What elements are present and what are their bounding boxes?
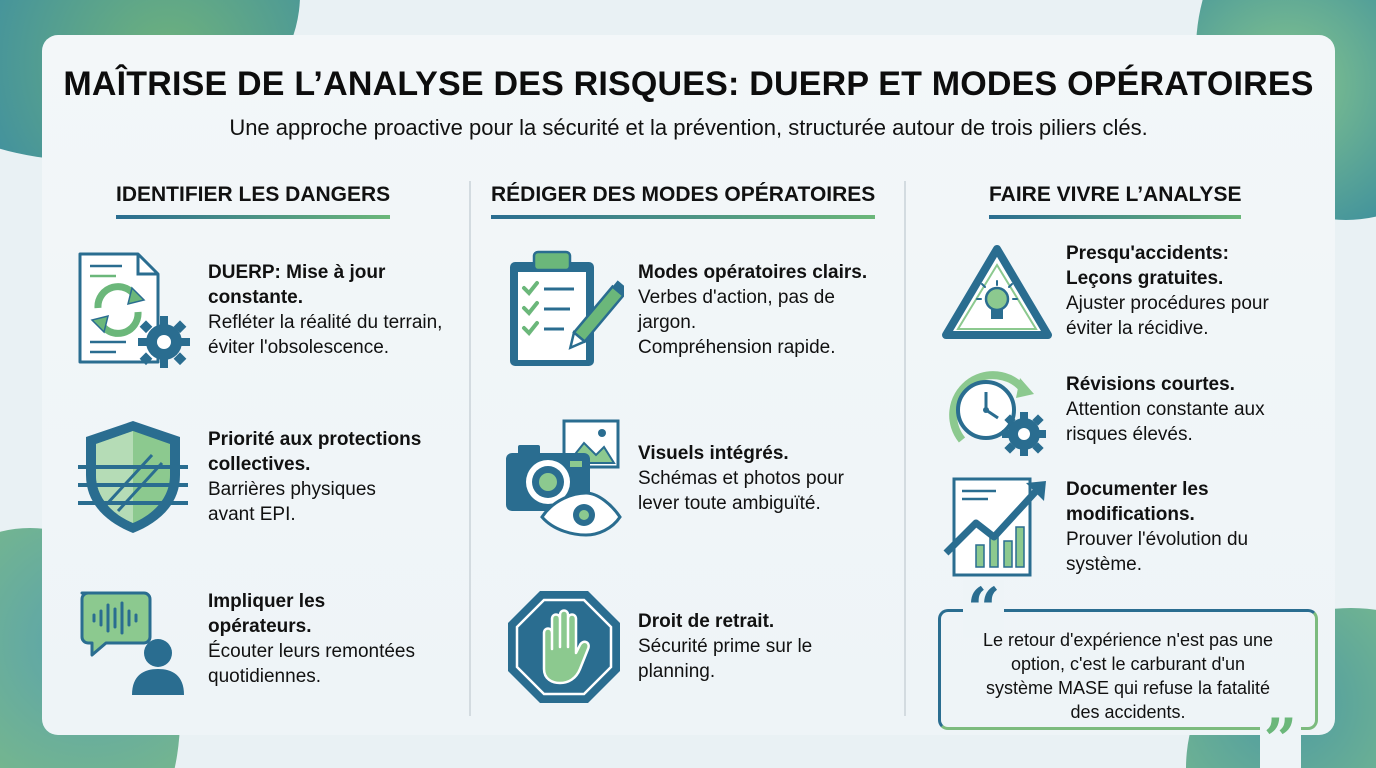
- open-quote-icon: “: [963, 580, 1004, 638]
- quote-line: système MASE qui refuse la fatalité: [985, 678, 1271, 698]
- item-title-line: Leçons gratuites.: [1066, 268, 1224, 289]
- item-text: [638, 260, 898, 360]
- item-title-line: opérateurs.: [208, 616, 312, 637]
- column-heading-identifier: [116, 183, 390, 219]
- item-text: [638, 609, 898, 684]
- document-refresh-gear-icon: [76, 250, 191, 370]
- quote-box: [938, 575, 1318, 768]
- item-desc-line: Écouter leurs remontées: [208, 641, 415, 662]
- item-title-line: modifications.: [1066, 504, 1195, 525]
- item-desc-line: Sécurité prime sur le: [638, 636, 813, 657]
- list-item-operateurs: [76, 585, 466, 715]
- item-title-line: collectives.: [208, 454, 311, 475]
- item-text: [208, 427, 473, 527]
- item-desc-line: Barrières physiques: [208, 479, 376, 500]
- heading-underline: [116, 215, 390, 219]
- list-item-duerp: [76, 250, 466, 380]
- item-text: [208, 260, 473, 360]
- list-item-modes-operatoires: [504, 248, 894, 383]
- list-item-droit-retrait: [504, 587, 894, 717]
- column-heading-faire-vivre: [989, 183, 1241, 219]
- quote-line: des accidents.: [1070, 702, 1186, 722]
- heading-underline: [491, 215, 875, 219]
- page-title: MAÎTRISE DE L’ANALYSE DES RISQUES: DUERP ET MODES OPÉRATOIRES: [63, 65, 1314, 103]
- item-desc-line: lever toute ambiguïté.: [638, 493, 821, 514]
- column-heading-label: IDENTIFIER LES DANGERS: [116, 183, 391, 206]
- item-text: [208, 589, 473, 689]
- column-heading-rediger: [491, 183, 875, 219]
- page-subtitle: Une approche proactive pour la sécurité et la prévention, structurée autour de trois piliers clés.: [229, 115, 1148, 140]
- item-desc-line: Refléter la réalité du terrain,: [208, 312, 443, 333]
- list-item-visuels: [504, 417, 894, 547]
- item-desc-line: Ajuster procédures pour: [1066, 293, 1269, 314]
- clipboard-checklist-icon: [504, 248, 624, 373]
- item-title-line: Visuels intégrés.: [638, 443, 789, 464]
- column-heading-label: FAIRE VIVRE L’ANALYSE: [989, 183, 1242, 206]
- item-desc-line: quotidiennes.: [208, 666, 322, 687]
- item-text: [1066, 241, 1331, 341]
- column-divider-2: [904, 181, 906, 716]
- item-desc-line: Prouver l'évolution du: [1066, 529, 1249, 550]
- clock-cycle-gear-icon: [942, 360, 1052, 460]
- list-item-protections: [76, 415, 466, 545]
- quote-line: option, c'est le carburant d'un: [1010, 654, 1246, 674]
- item-desc-line: Compréhension rapide.: [638, 337, 836, 358]
- shield-barrier-icon: [76, 415, 191, 540]
- item-title-line: DUERP: Mise à jour: [208, 262, 386, 283]
- speech-bubble-person-icon: [76, 585, 191, 700]
- item-title-line: Révisions courtes.: [1066, 374, 1235, 395]
- item-desc-line: système.: [1066, 554, 1143, 575]
- stop-hand-icon: [504, 587, 624, 707]
- item-title-line: Modes opératoires clairs.: [638, 262, 868, 283]
- list-item-presqu-accidents: [940, 243, 1330, 353]
- camera-photo-eye-icon: [504, 417, 624, 537]
- quote-text: [955, 628, 1301, 724]
- list-item-documenter: [942, 475, 1332, 585]
- item-title-line: Droit de retrait.: [638, 611, 775, 632]
- heading-underline: [989, 215, 1241, 219]
- item-desc-line: éviter la récidive.: [1066, 318, 1209, 339]
- infographic-panel: [42, 35, 1335, 768]
- item-text: [1066, 372, 1331, 447]
- item-desc-line: planning.: [638, 661, 716, 682]
- item-desc-line: éviter l'obsolescence.: [208, 337, 390, 358]
- item-title-line: constante.: [208, 287, 304, 308]
- document-growth-chart-icon: [942, 475, 1052, 580]
- item-desc-line: avant EPI.: [208, 504, 296, 525]
- quote-line: Le retour d'expérience n'est pas une: [982, 630, 1274, 650]
- list-item-revisions: [942, 360, 1332, 460]
- item-desc-line: jargon.: [638, 312, 697, 333]
- close-quote-icon: ”: [1260, 711, 1301, 768]
- item-title-line: Documenter les: [1066, 479, 1209, 500]
- item-desc-line: Verbes d'action, pas de: [638, 287, 835, 308]
- item-desc-line: Attention constante aux: [1066, 399, 1265, 420]
- item-title-line: Priorité aux protections: [208, 429, 422, 450]
- warning-lightbulb-icon: [940, 243, 1055, 343]
- item-desc-line: Schémas et photos pour: [638, 468, 844, 489]
- column-heading-label: RÉDIGER DES MODES OPÉRATOIRES: [491, 183, 876, 206]
- item-title-line: Impliquer les: [208, 591, 326, 612]
- item-desc-line: risques élevés.: [1066, 424, 1193, 445]
- item-text: [638, 441, 898, 516]
- item-text: [1066, 477, 1331, 577]
- item-title-line: Presqu'accidents:: [1066, 243, 1229, 264]
